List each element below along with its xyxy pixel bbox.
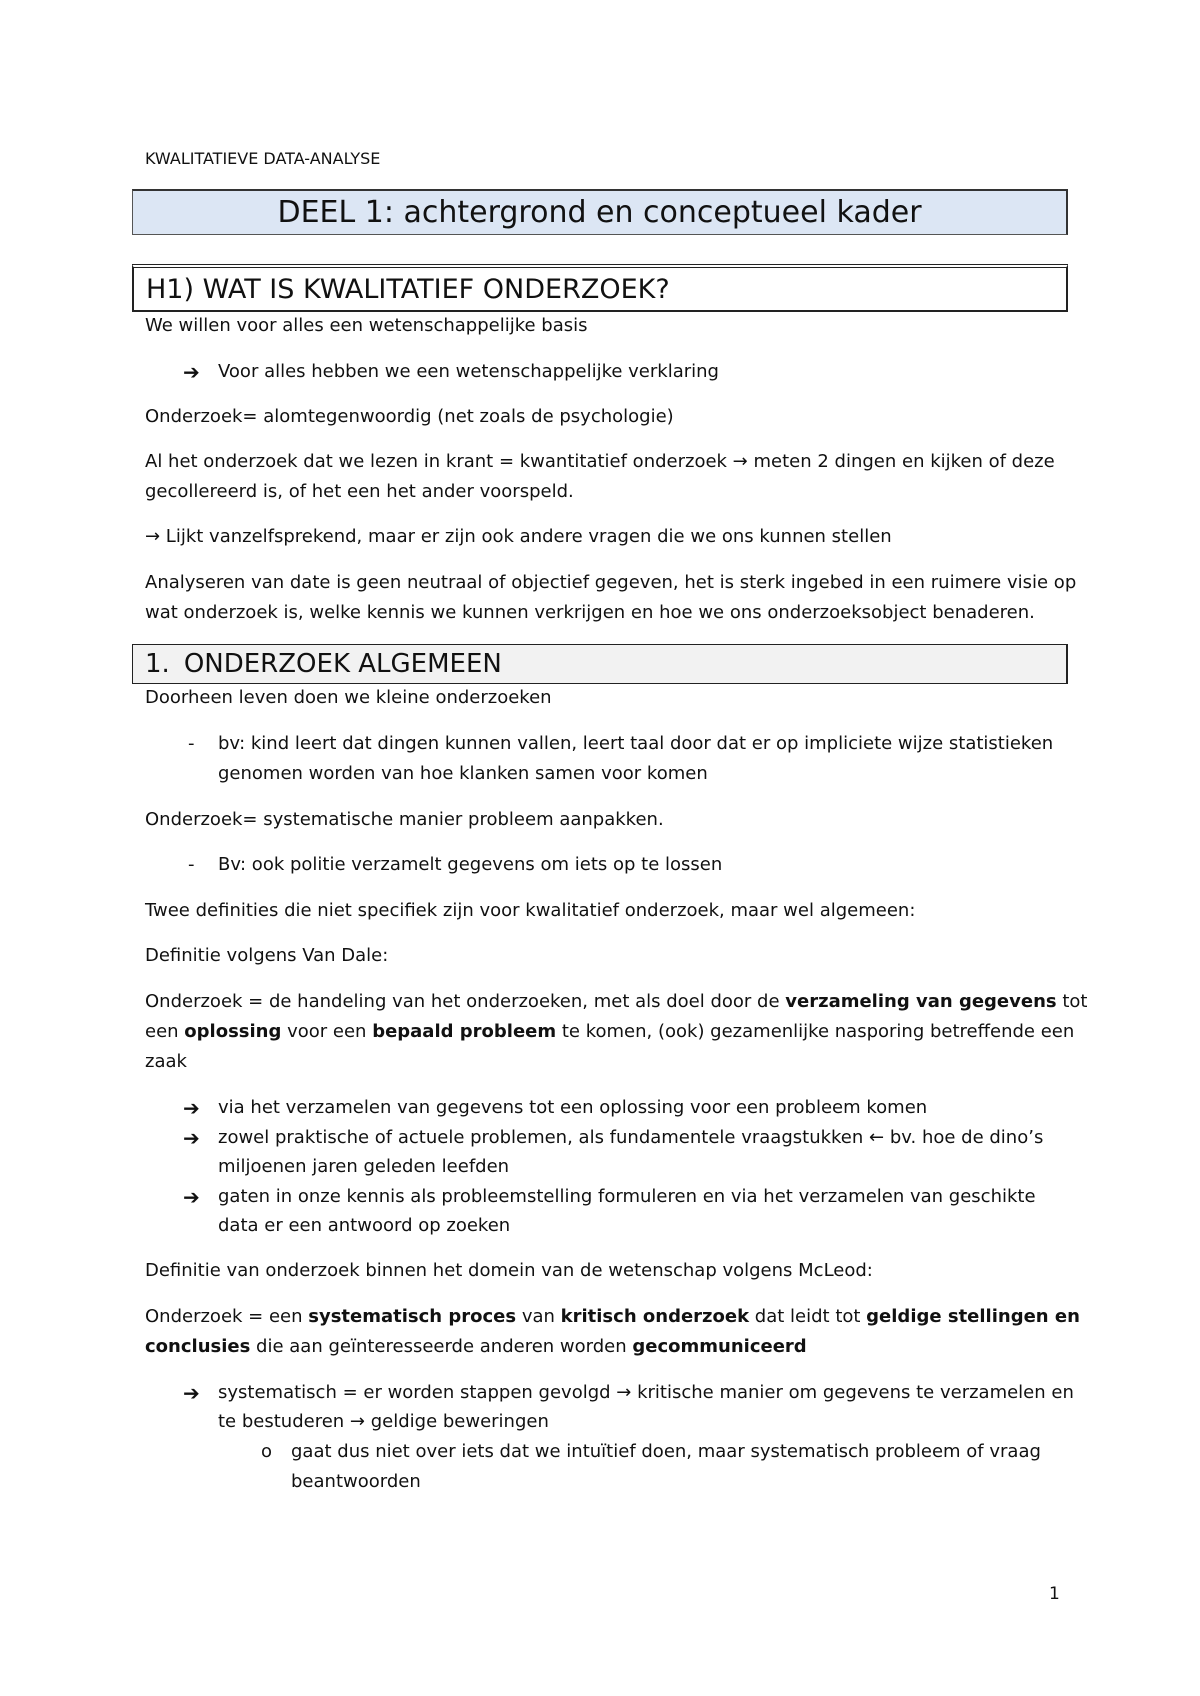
text-run: voor een [281, 1021, 373, 1042]
paragraph-line: gecollereerd is, of het een het ander voorspeld. [145, 481, 574, 502]
text-run: te komen, (ook) gezamenlijke nasporing betreffende een [556, 1021, 1075, 1042]
paragraph-line: Al het onderzoek dat we lezen in krant = kwantitatief onderzoek → meten 2 dingen en kijken of deze [145, 451, 1055, 472]
dash-item-text: bv: kind leert dat dingen kunnen vallen, leert taal door dat er op impliciete wijze statistieken [218, 733, 1054, 754]
arrow-item-continuation: data er een antwoord op zoeken [218, 1215, 511, 1236]
paragraph-line: Analyseren van date is geen neutraal of objectief gegeven, het is sterk ingebed in een ruimere visie op [145, 572, 1077, 593]
dash-marker: - [188, 854, 195, 875]
arrow-item [183, 1378, 1075, 1408]
arrow-item [183, 1182, 1075, 1212]
dash-item [188, 850, 1075, 880]
paragraph: Twee definities die niet specifiek zijn voor kwalitatief onderzoek, maar wel algemeen: [145, 900, 916, 921]
section-title: ONDERZOEK ALGEMEEN [183, 649, 502, 679]
text-run: een [145, 1021, 185, 1042]
definition-line [145, 987, 1088, 1017]
arrow-icon: ➔ [183, 1185, 200, 1209]
text-run: Onderzoek = de handeling van het onderzoeken, met als doel door de [145, 991, 786, 1012]
paragraph: Doorheen leven doen we kleine onderzoeken [145, 687, 552, 708]
paragraph: Definitie volgens Van Dale: [145, 945, 389, 966]
text-run: van [516, 1306, 561, 1327]
arrow-icon: ➔ [183, 1126, 200, 1150]
arrow-item-text: Voor alles hebben we een wetenschappelijke verklaring [218, 361, 719, 382]
arrow-item [183, 357, 1075, 387]
dash-item-text: Bv: ook politie verzamelt gegevens om iets op te lossen [218, 854, 723, 875]
arrow-item-continuation: te bestuderen → geldige beweringen [218, 1411, 549, 1432]
arrow-item-text: systematisch = er worden stappen gevolgd → kritische manier om gegevens te verzamelen en [218, 1382, 1074, 1403]
paragraph: → Lijkt vanzelfsprekend, maar er zijn ook andere vragen die we ons kunnen stellen [145, 526, 892, 547]
arrow-item-text: zowel praktische of actuele problemen, als fundamentele vraagstukken ← bv. hoe de dino’s [218, 1127, 1044, 1148]
text-run: die aan geïnteresseerde anderen worden [250, 1336, 633, 1357]
dash-item [188, 729, 1075, 759]
arrow-item [183, 1093, 1075, 1123]
chapter-heading: H1) WAT IS KWALITATIEF ONDERZOEK? [132, 264, 1068, 312]
paragraph: Onderzoek= systematische manier probleem aanpakken. [145, 809, 664, 830]
paragraph: We willen voor alles een wetenschappelijke basis [145, 315, 588, 336]
bold-run: oplossing [184, 1021, 282, 1042]
bold-run: kritisch onderzoek [560, 1306, 750, 1327]
paragraph-line: wat onderzoek is, welke kennis we kunnen verkrijgen en hoe we ons onderzoeksobject benaderen. [145, 602, 1035, 623]
arrow-icon: ➔ [183, 1096, 200, 1120]
page-number: 1 [1049, 1584, 1060, 1604]
bold-run: conclusies [145, 1336, 251, 1357]
dash-marker: - [188, 733, 195, 754]
text-run: Onderzoek = een [145, 1306, 309, 1327]
circle-item-text: gaat dus niet over iets dat we intuïtief doen, maar systematisch probleem of vraag [291, 1441, 1041, 1462]
paragraph: Onderzoek= alomtegenwoordig (net zoals de psychologie) [145, 406, 674, 427]
arrow-item-text: via het verzamelen van gegevens tot een oplossing voor een probleem komen [218, 1097, 928, 1118]
definition-line [145, 1302, 1080, 1332]
dash-item-continuation: genomen worden van hoe klanken samen voor komen [218, 763, 708, 784]
paragraph: Definitie van onderzoek binnen het domein van de wetenschap volgens McLeod: [145, 1260, 873, 1281]
definition-line [145, 1332, 1075, 1362]
text-run: dat leidt tot [749, 1306, 867, 1327]
section-heading [132, 644, 1068, 684]
part-title: DEEL 1: achtergrond en conceptueel kader [132, 189, 1068, 235]
circle-marker: o [261, 1441, 273, 1462]
text-run: tot [1056, 991, 1088, 1012]
arrow-icon: ➔ [183, 1381, 200, 1405]
definition-line: zaak [145, 1051, 187, 1072]
arrow-item [183, 1123, 1075, 1153]
bold-run: verzameling van gegevens [785, 991, 1057, 1012]
circle-item-continuation: beantwoorden [291, 1471, 421, 1492]
arrow-icon: ➔ [183, 360, 200, 384]
section-number: 1. [145, 649, 170, 679]
bold-run: geldige stellingen en [866, 1306, 1080, 1327]
circle-item [261, 1437, 1075, 1467]
arrow-item-continuation: miljoenen jaren geleden leefden [218, 1156, 510, 1177]
bold-run: gecommuniceerd [632, 1336, 807, 1357]
bold-run: systematisch proces [308, 1306, 517, 1327]
bold-run: bepaald probleem [372, 1021, 557, 1042]
definition-line [145, 1017, 1075, 1047]
running-header: KWALITATIEVE DATA-ANALYSE [145, 149, 381, 168]
arrow-item-text: gaten in onze kennis als probleemstelling formuleren en via het verzamelen van geschikte [218, 1186, 1036, 1207]
